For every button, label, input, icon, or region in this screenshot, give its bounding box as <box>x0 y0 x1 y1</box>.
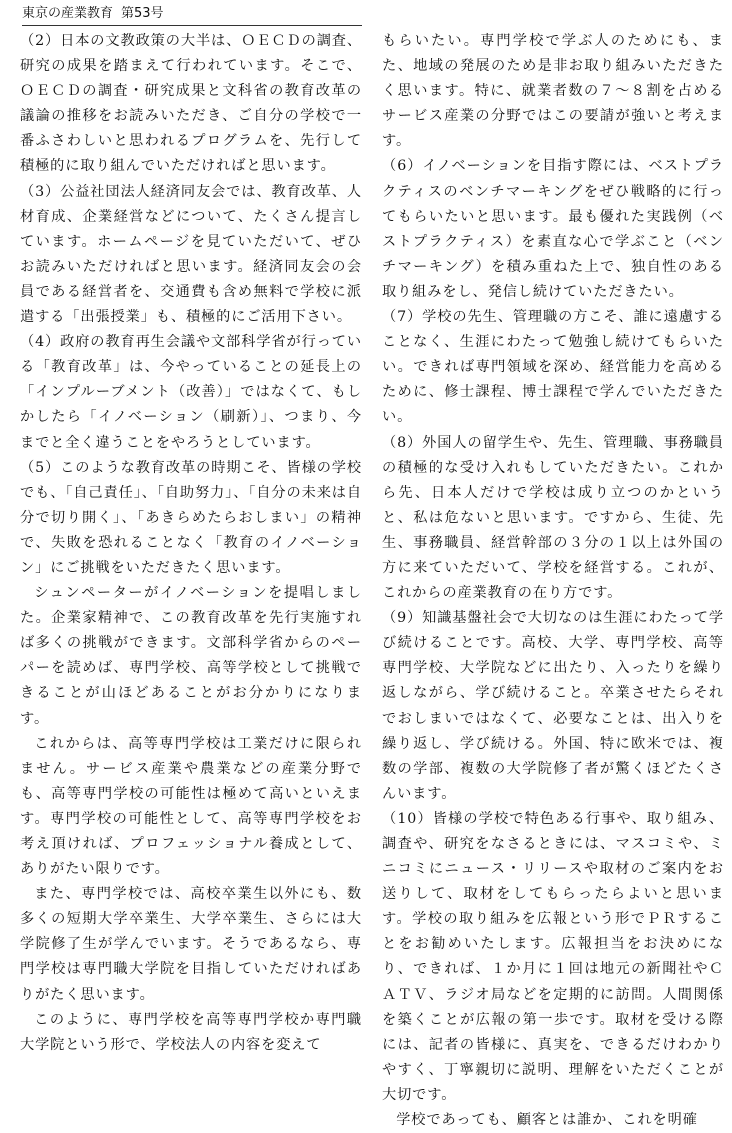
running-header <box>22 4 362 26</box>
paragraph-schumpeter: シュンペーターがイノベーションを提唱しました。企業家精神で、この教育改革を先行実施すれば多くの挑戦ができます。文部科学省からのペーパーを読めば、専門学校、高等学校として挑戦できることが山ほどあることがお分かりになります。 <box>20 585 362 727</box>
paragraph-continued: もらいたい。専門学校で学ぶ人のためにも、また、地域の発展のため是非お取り組みいただきたく思います。特に、就業者数の７～８割を占めるサービス産業の分野ではこの要請が強いと考えます。 <box>382 33 724 150</box>
left-column <box>20 29 362 1058</box>
paragraph-senmon: また、専門学校では、高校卒業生以外にも、数多くの短期大学卒業生、大学卒業生、さらには大学院修了生が学んでいます。そうであるなら、専門学校は専門職大学院を目指していただければありがたく思います。 <box>20 886 362 1003</box>
right-column <box>382 29 724 1133</box>
paragraph-4: （4）政府の教育再生会議や文部科学省が行っている「教育改革」は、今やっていることの延長上の「インプルーブメント（改善）」ではなくて、もしかしたら「イノベーション（刷新）」、つまり、今までと全く違うことをやろうとしています。 <box>20 334 362 451</box>
paragraph-6: （6）イノベーションを目指す際には、ベストプラクティスのベンチマーキングをぜひ戦略的に行ってもらいたいと思います。最も優れた実践例（ベストプラクティス）を素直な心で学ぶこと（ベンチマーキング）を積み重ねた上で、独自性のある取り組みをし、発信し続けていただきたい。 <box>382 158 724 300</box>
paragraph-5: （5）このような教育改革の時期こそ、皆様の学校でも、「自己責任」、「自助努力」、「自分の未来は自分で切り開く」、「あきらめたらおしまい」の精神で、失敗を恐れることなく「教育のイノベーション」にご挑戦をいただきたく思います。 <box>20 459 362 576</box>
paragraph-10: （10）皆様の学校で特色ある行事や、取り組み、調査や、研究をなさるときには、マスコミや、ミニコミにニュース・リリースや取材のご案内をお送りして、取材をしてもらったらよいと思います。学校の取り組みを広報という形でＰＲすることをお勧めいたします。広報担当をお決めになり、できれば、１か月に１回は地元の新聞社やＣＡＴＶ、ラジオ局などを定期的に訪問。人間関係を築くことが広報の第一歩です。取材を受ける際には、記者の皆様に、真実を、できるだけわかりやすく、丁寧親切に説明、理解をいただくことが大切です。 <box>382 810 724 1103</box>
paragraph-closing: 学校であっても、顧客とは誰か、これを明確 <box>396 1112 698 1129</box>
paragraph-8: （8）外国人の留学生や、先生、管理職、事務職員の積極的な受け入れもしていただきたい。これから先、日本人だけで学校は成り立つのかというと、私は危ないと思います。ですから、生徒、先生、事務職員、経営幹部の３分の１以上は外国の方に来ていただいて、学校を経営する。これが、これからの産業教育の在り方です。 <box>382 434 724 602</box>
paragraph-7: （7）学校の先生、管理職の方こそ、誰に遠慮することなく、生涯にわたって勉強し続けてもらいたい。できれば専門領域を深め、経営能力を高めるために、修士課程、博士課程で学んでいただきたい。 <box>382 309 724 426</box>
paragraph-3: （3）公益社団法人経済同友会では、教育改革、人材育成、企業経営などについて、たくさん提言しています。ホームページを見ていただいて、ぜひお読みいただければと思います。経済同友会の会員である経営者を、交通費も含め無料で学校に派遣する「出張授業」も、積極的にご活用下さい。 <box>20 183 362 326</box>
issue-number: 第53号 <box>121 6 164 21</box>
paragraph-2: （2）日本の文教政策の大半は、ＯＥＣＤの調査、研究の成果を踏まえて行われています。そこで、ＯＥＣＤの調査・研究成果と文科省の教育改革の議論の推移をお読みいただき、ご自分の学校で一番ふさわしいと思われるプログラムを、先行して積極的に取り組んでいただければと思います。 <box>20 33 362 175</box>
paragraph-9: （9）知識基盤社会で大切なのは生涯にわたって学び続けることです。高校、大学、専門学校、高等専門学校、大学院などに出たり、入ったりを繰り返しながら、学び続けること。卒業させたらそれでおしまいではなくて、必要なことは、出入りを繰り返し、学び続ける。外国、特に欧米では、複数の学部、複数の大学院修了者が驚くほどたくさんいます。 <box>382 610 724 802</box>
publication-title: 東京の産業教育 <box>22 6 114 21</box>
paragraph-kosen: これからは、高等専門学校は工業だけに限られません。サービス産業や農業などの産業分野でも、高等専門学校の可能性は極めて高いといえます。専門学校の可能性として、高等専門学校をお考え頂ければ、プロフェッショナル養成として、ありがたい限りです。 <box>20 735 362 878</box>
paragraph-konoyouni: このように、専門学校を高等専門学校か専門職大学院という形で、学校法人の内容を変えて <box>20 1011 362 1053</box>
